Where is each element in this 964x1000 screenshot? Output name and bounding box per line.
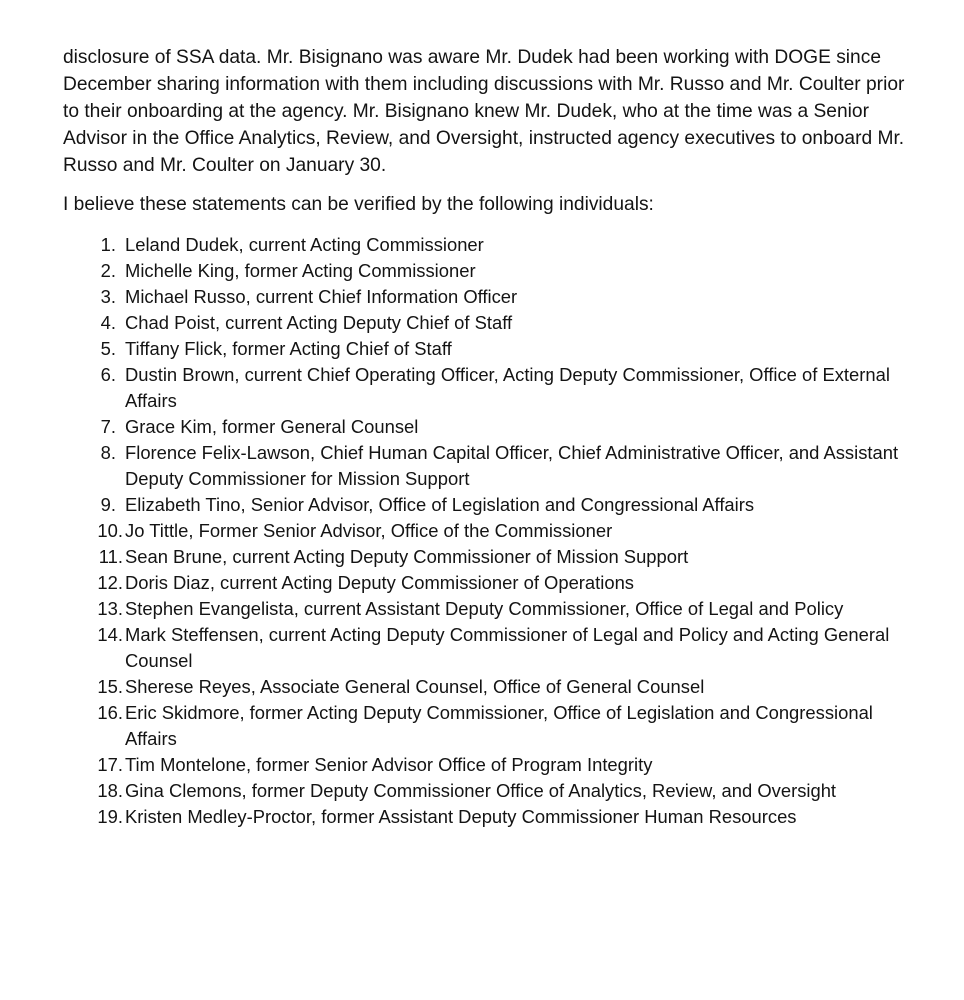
list-item-number: 17. (97, 754, 123, 775)
list-item-number: 19. (97, 806, 123, 827)
list-item-number: 6. (100, 364, 116, 385)
list-item (63, 778, 923, 804)
list-item-text: Mark Steffensen, current Acting Deputy Commissioner of Legal and Policy and Acting General Counsel (125, 624, 890, 671)
list-item-number: 12. (97, 572, 123, 593)
list-item (63, 362, 923, 414)
list-item (63, 752, 923, 778)
list-item (63, 258, 923, 284)
list-item (63, 700, 923, 752)
list-item-text: Sherese Reyes, Associate General Counsel, Office of General Counsel (125, 676, 705, 697)
list-item-number: 4. (100, 312, 116, 333)
list-item (63, 284, 923, 310)
list-item (63, 596, 923, 622)
list-item (63, 336, 923, 362)
list-item (63, 622, 923, 674)
list-item (63, 518, 923, 544)
list-item-number: 10. (97, 520, 123, 541)
document-page (63, 44, 923, 830)
list-item-text: Dustin Brown, current Chief Operating Officer, Acting Deputy Commissioner, Office of External Affairs (125, 364, 890, 411)
list-item-text: Leland Dudek, current Acting Commissioner (125, 234, 484, 255)
list-item (63, 414, 923, 440)
individuals-list (63, 232, 923, 830)
list-item-text: Elizabeth Tino, Senior Advisor, Office of Legislation and Congressional Affairs (125, 494, 755, 515)
list-item-text: Doris Diaz, current Acting Deputy Commissioner of Operations (125, 572, 635, 593)
list-item-text: Grace Kim, former General Counsel (125, 416, 419, 437)
list-item-text: Eric Skidmore, former Acting Deputy Commissioner, Office of Legislation and Congressional Affairs (125, 702, 873, 749)
list-item-text: Tiffany Flick, former Acting Chief of Staff (125, 338, 452, 359)
list-item (63, 232, 923, 258)
list-item-number: 15. (97, 676, 123, 697)
list-item-text: Stephen Evangelista, current Assistant Deputy Commissioner, Office of Legal and Policy (125, 598, 844, 619)
lead-sentence: I believe these statements can be verified by the following individuals: (63, 194, 654, 215)
list-item (63, 310, 923, 336)
list-item-number: 8. (100, 442, 116, 463)
list-item (63, 804, 923, 830)
list-item-number: 14. (97, 624, 123, 645)
list-item-number: 13. (97, 598, 123, 619)
list-item-number: 9. (100, 494, 116, 515)
list-item-text: Kristen Medley-Proctor, former Assistant Deputy Commissioner Human Resources (125, 806, 797, 827)
list-item-number: 16. (97, 702, 123, 723)
list-item-number: 5. (100, 338, 116, 359)
list-item-text: Gina Clemons, former Deputy Commissioner Office of Analytics, Review, and Oversight (125, 780, 837, 801)
list-item (63, 544, 923, 570)
list-item-number: 2. (100, 260, 116, 281)
list-item-number: 7. (100, 416, 116, 437)
list-item-text: Florence Felix-Lawson, Chief Human Capital Officer, Chief Administrative Officer, and Assistant Deputy Commissioner for Mission Support (125, 442, 899, 489)
list-item (63, 492, 923, 518)
list-item (63, 440, 923, 492)
list-item (63, 570, 923, 596)
list-item-number: 1. (100, 234, 116, 255)
list-item-number: 3. (100, 286, 116, 307)
list-item-number: 18. (97, 780, 123, 801)
list-item-text: Tim Montelone, former Senior Advisor Office of Program Integrity (125, 754, 653, 775)
list-item-number: 11. (98, 546, 123, 567)
list-item-text: Sean Brune, current Acting Deputy Commissioner of Mission Support (125, 546, 689, 567)
intro-paragraph: disclosure of SSA data. Mr. Bisignano was aware Mr. Dudek had been working with DOGE since December sharing information with them including discussions with Mr. Russo and Mr. Coulter prior to their onboarding at the agency. Mr. Bisignano knew Mr. Dudek, who at the time was a Senior Advisor in the Office Analytics, Review, and Oversight, instructed agency executives to onboard Mr. Russo and Mr. Coulter on January 30. (63, 47, 905, 176)
list-item-text: Chad Poist, current Acting Deputy Chief of Staff (125, 312, 513, 333)
list-item-text: Michelle King, former Acting Commissioner (125, 260, 476, 281)
list-item-text: Michael Russo, current Chief Information Officer (125, 286, 518, 307)
list-item (63, 674, 923, 700)
list-item-text: Jo Tittle, Former Senior Advisor, Office of the Commissioner (125, 520, 613, 541)
